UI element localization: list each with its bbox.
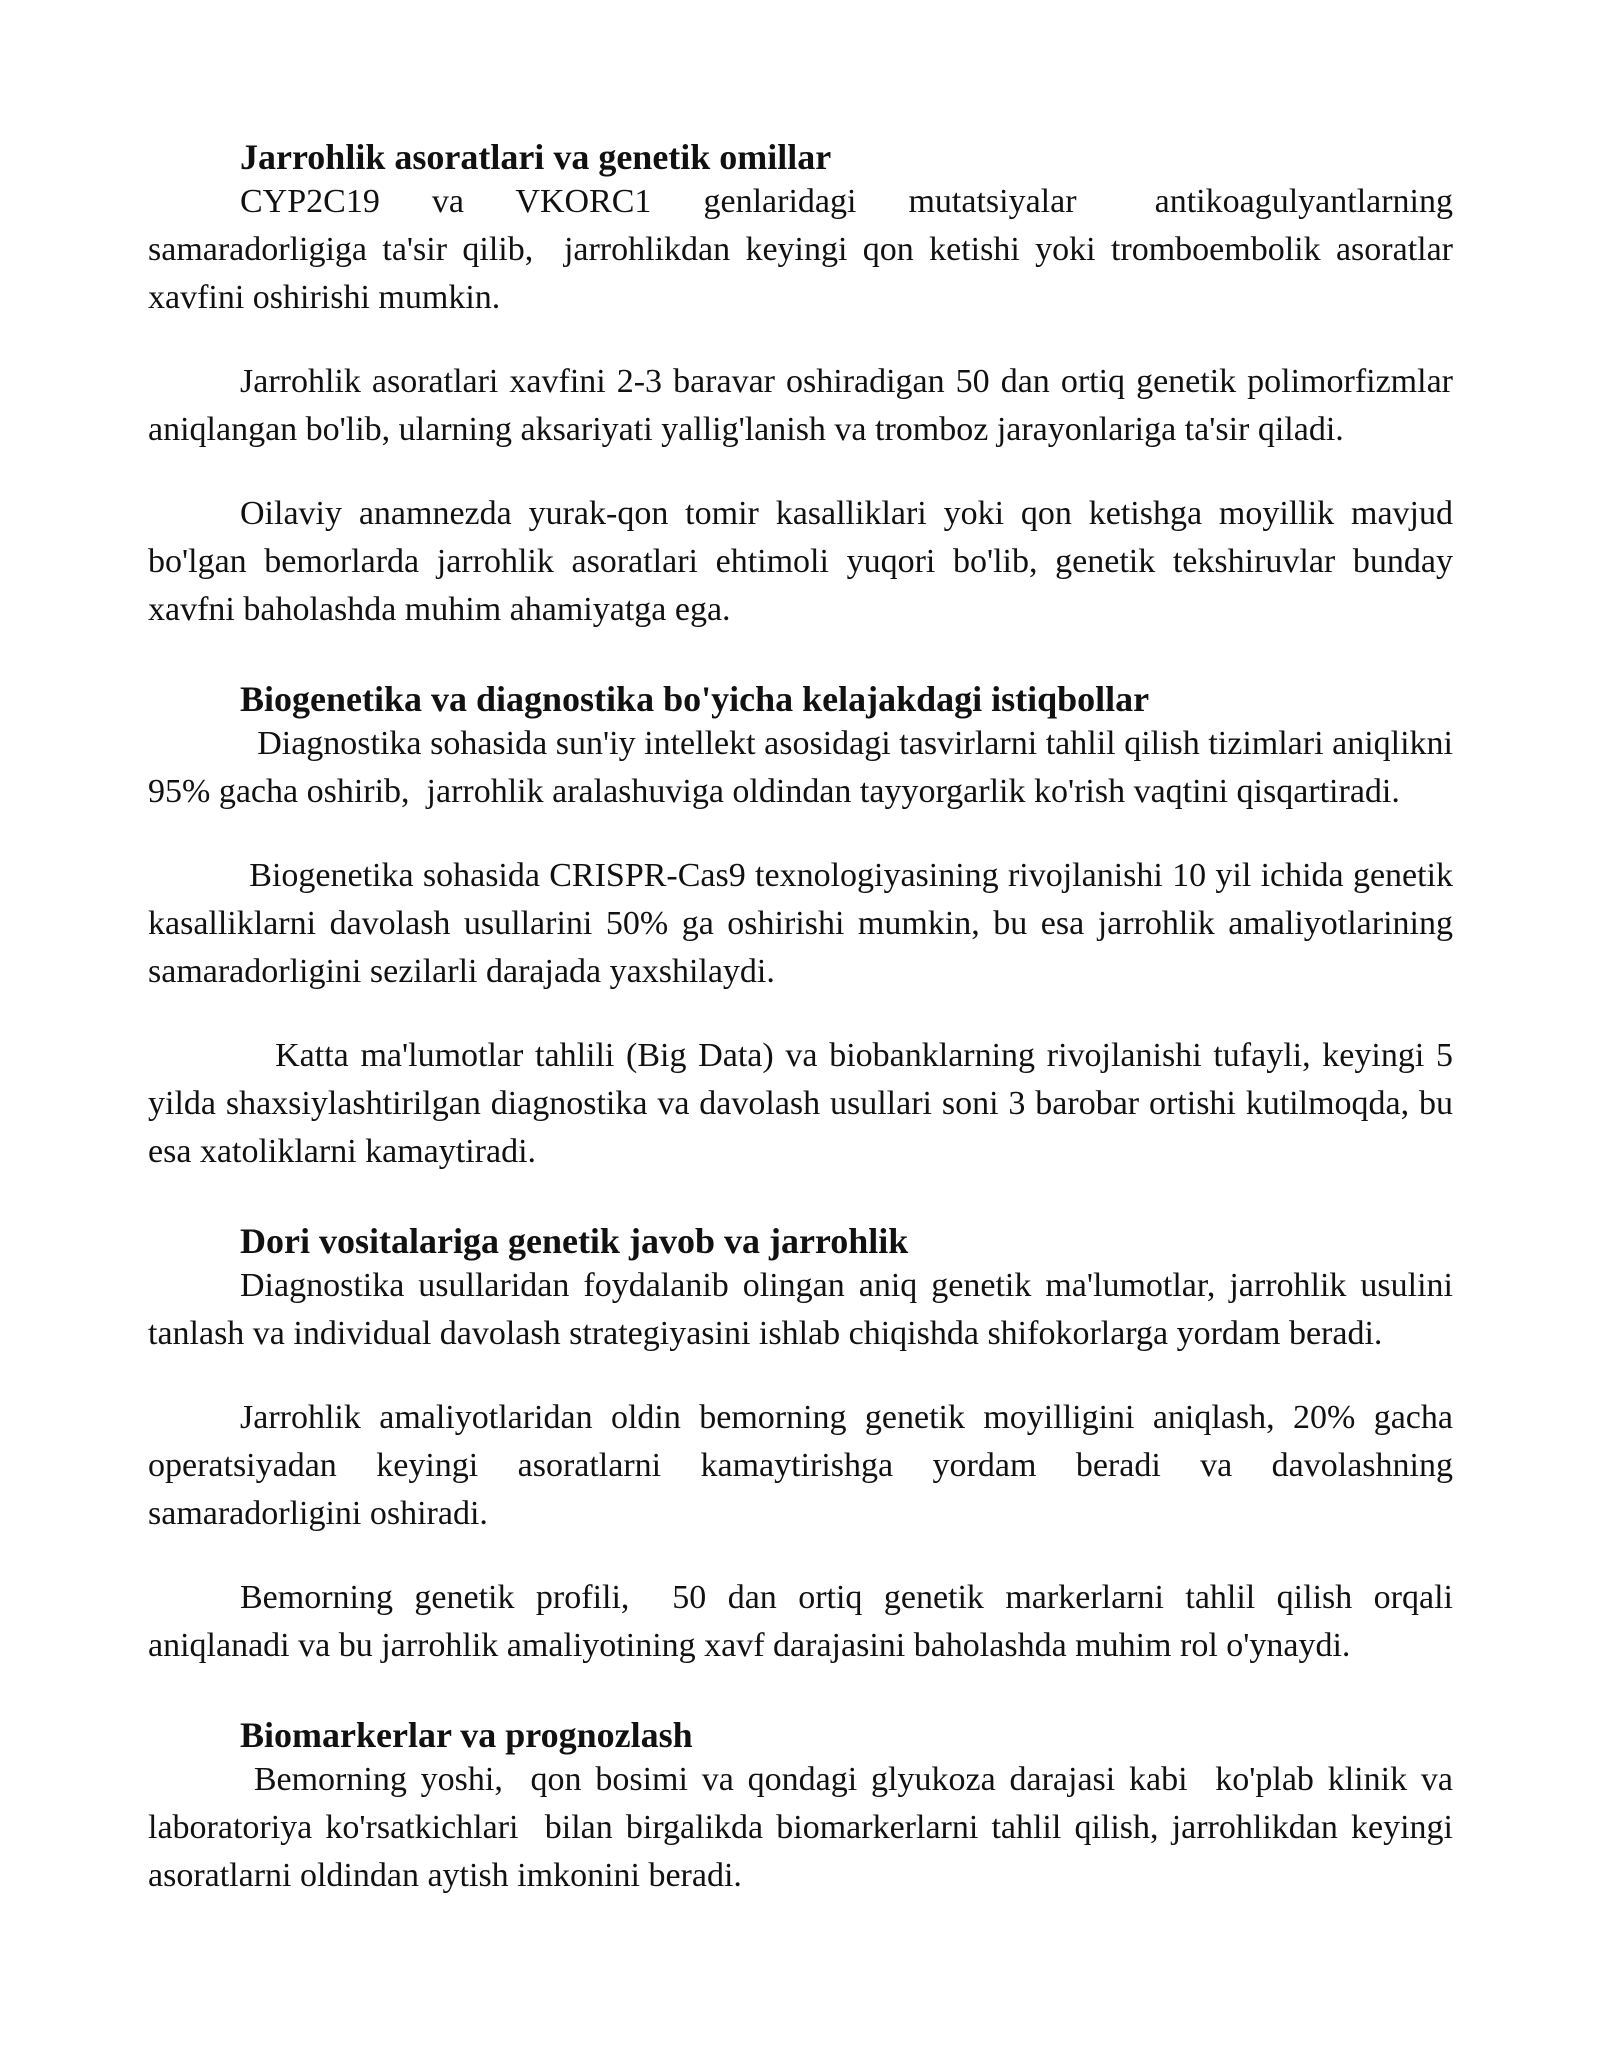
section-biomarkers bbox=[148, 1714, 1462, 1900]
section-heading: Biogenetika va diagnostika bo'yicha kelajakdagi istiqbollar bbox=[240, 679, 1150, 719]
paragraph: Bemorning yoshi, qon bosimi va qondagi glyukoza darajasi kabi ko'plab klinik va laboratoriya ko'rsatkichlari bilan birgalikda biomarkerlarni tahlil qilish, jarrohlikdan keyingi asoratlarni oldindan aytish imkonini beradi. bbox=[148, 1761, 1462, 1894]
section-heading: Biomarkerlar va prognozlash bbox=[240, 1715, 693, 1755]
section-surgical-complications bbox=[148, 136, 1462, 634]
paragraph: Diagnostika sohasida sun'iy intellekt asosidagi tasvirlarni tahlil qilish tizimlari aniqlikni 95% gacha oshirib, jarrohlik aralashuviga oldindan tayyorgarlik ko'rish vaqtini qisqartiradi. bbox=[148, 725, 1462, 810]
paragraph: Katta ma'lumotlar tahlili (Big Data) va biobanklarning rivojlanishi tufayli, keyingi 5 yilda shaxsiylashtirilgan diagnostika va davolash usullari soni 3 barobar ortishi kutilmoqda, bu esa xatoliklarni kamaytiradi. bbox=[148, 1037, 1462, 1170]
paragraph: Bemorning genetik profili, 50 dan ortiq genetik markerlarni tahlil qilish orqali aniqlanadi va bu jarrohlik amaliyotining xavf darajasini baholashda muhim rol o'ynaydi. bbox=[148, 1579, 1462, 1664]
section-drug-response bbox=[148, 1220, 1462, 1670]
paragraph: Biogenetika sohasida CRISPR-Cas9 texnologiyasining rivojlanishi 10 yil ichida genetik kasalliklarni davolash usullarini 50% ga oshirishi mumkin, bu esa jarrohlik amaliyotlarining samaradorligini sezilarli darajada yaxshilaydi. bbox=[148, 857, 1462, 990]
paragraph: Diagnostika usullaridan foydalanib olingan aniq genetik ma'lumotlar, jarrohlik usulini tanlash va individual davolash strategiyasini ishlab chiqishda shifokorlarga yordam beradi. bbox=[148, 1267, 1462, 1352]
section-future-prospects bbox=[148, 678, 1462, 1176]
section-heading: Jarrohlik asoratlari va genetik omillar bbox=[240, 137, 832, 177]
paragraph: Oilaviy anamnezda yurak-qon tomir kasalliklari yoki qon ketishga moyillik mavjud bo'lgan bemorlarda jarrohlik asoratlari ehtimoli yuqori bo'lib, genetik tekshiruvlar bunday xavfni baholashda muhim ahamiyatga ega. bbox=[148, 495, 1462, 628]
section-heading: Dori vositalariga genetik javob va jarrohlik bbox=[240, 1221, 909, 1261]
paragraph: Jarrohlik amaliyotlaridan oldin bemorning genetik moyilligini aniqlash, 20% gacha operatsiyadan keyingi asoratlarni kamaytirishga yordam beradi va davolashning samaradorligini oshiradi. bbox=[148, 1399, 1462, 1532]
document-page bbox=[148, 136, 1462, 1900]
paragraph: CYP2C19 va VKORC1 genlaridagi mutatsiyalar antikoagulyantlarning samaradorligiga ta'sir qilib, jarrohlikdan keyingi qon ketishi yoki tromboembolik asoratlar xavfini oshirishi mumkin. bbox=[148, 183, 1462, 316]
paragraph: Jarrohlik asoratlari xavfini 2-3 baravar oshiradigan 50 dan ortiq genetik polimorfizmlar aniqlangan bo'lib, ularning aksariyati yallig'lanish va tromboz jarayonlariga ta'sir qiladi. bbox=[148, 363, 1462, 448]
